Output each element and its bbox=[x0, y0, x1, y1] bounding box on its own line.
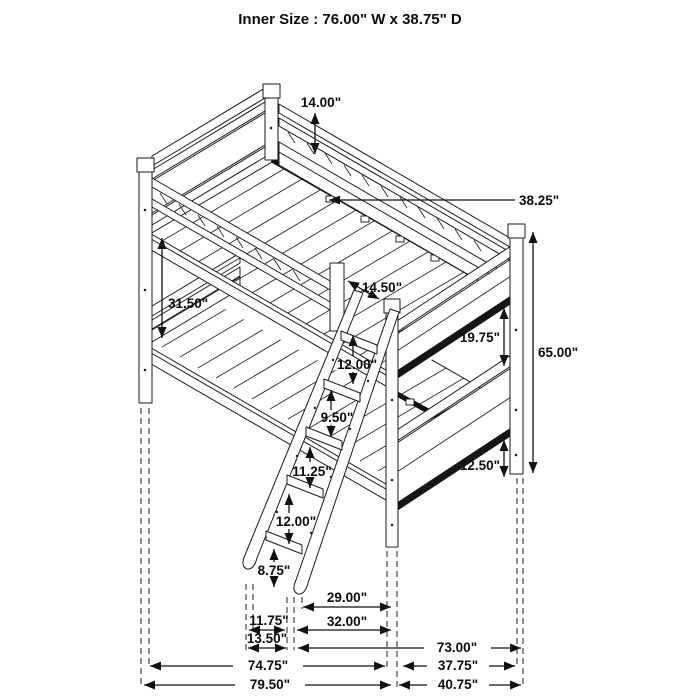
dim-underbed-clearance: 12.50" bbox=[459, 458, 500, 473]
ladder-step bbox=[324, 379, 360, 402]
dim-ladder-footprint: 11.75" bbox=[249, 613, 289, 628]
dim-lower-frame-length: 73.00" bbox=[436, 640, 478, 655]
left-post-cap bbox=[137, 158, 154, 172]
dim-overall-length: 79.50" bbox=[249, 677, 291, 692]
dim-step-gap-1: 12.00" bbox=[336, 357, 378, 372]
dim-bunk-spacing: 31.50" bbox=[168, 296, 209, 311]
dim-step-gap-3: 11.25" bbox=[292, 464, 332, 479]
dim-foot-end-depth: 37.75" bbox=[437, 658, 479, 673]
dim-overall-depth: 40.75" bbox=[437, 677, 479, 692]
page-title: Inner Size : 76.00" W x 38.75" D bbox=[238, 11, 462, 28]
dim-ladder-span: 32.00" bbox=[326, 614, 368, 629]
dim-bed-depth: 38.25" bbox=[519, 193, 560, 208]
dim-step-gap-2: 9.50" bbox=[320, 410, 354, 425]
dim-ladder-to-post: 29.00" bbox=[326, 590, 368, 605]
ladder-step bbox=[266, 531, 302, 554]
dim-ladder-opening: 14.50" bbox=[361, 280, 403, 295]
dim-ladder-bottom: 8.75" bbox=[257, 563, 291, 578]
dim-upper-frame-length: 74.75" bbox=[247, 658, 289, 673]
upper-headboard bbox=[152, 88, 265, 225]
right-post-cap bbox=[508, 224, 525, 238]
dim-overall-height: 65.00" bbox=[538, 345, 579, 360]
back-post-cap bbox=[263, 84, 280, 98]
left-post bbox=[139, 172, 152, 403]
dim-step-gap-4: 12.00" bbox=[275, 514, 317, 529]
front-post bbox=[386, 313, 398, 547]
dim-guardrail-height: 14.00" bbox=[300, 95, 342, 110]
dim-ladder-base: 13.50" bbox=[246, 631, 288, 646]
lower-footboard bbox=[397, 355, 511, 511]
right-post bbox=[510, 238, 523, 474]
dim-bunk-gap-foot: 19.75" bbox=[459, 330, 500, 345]
